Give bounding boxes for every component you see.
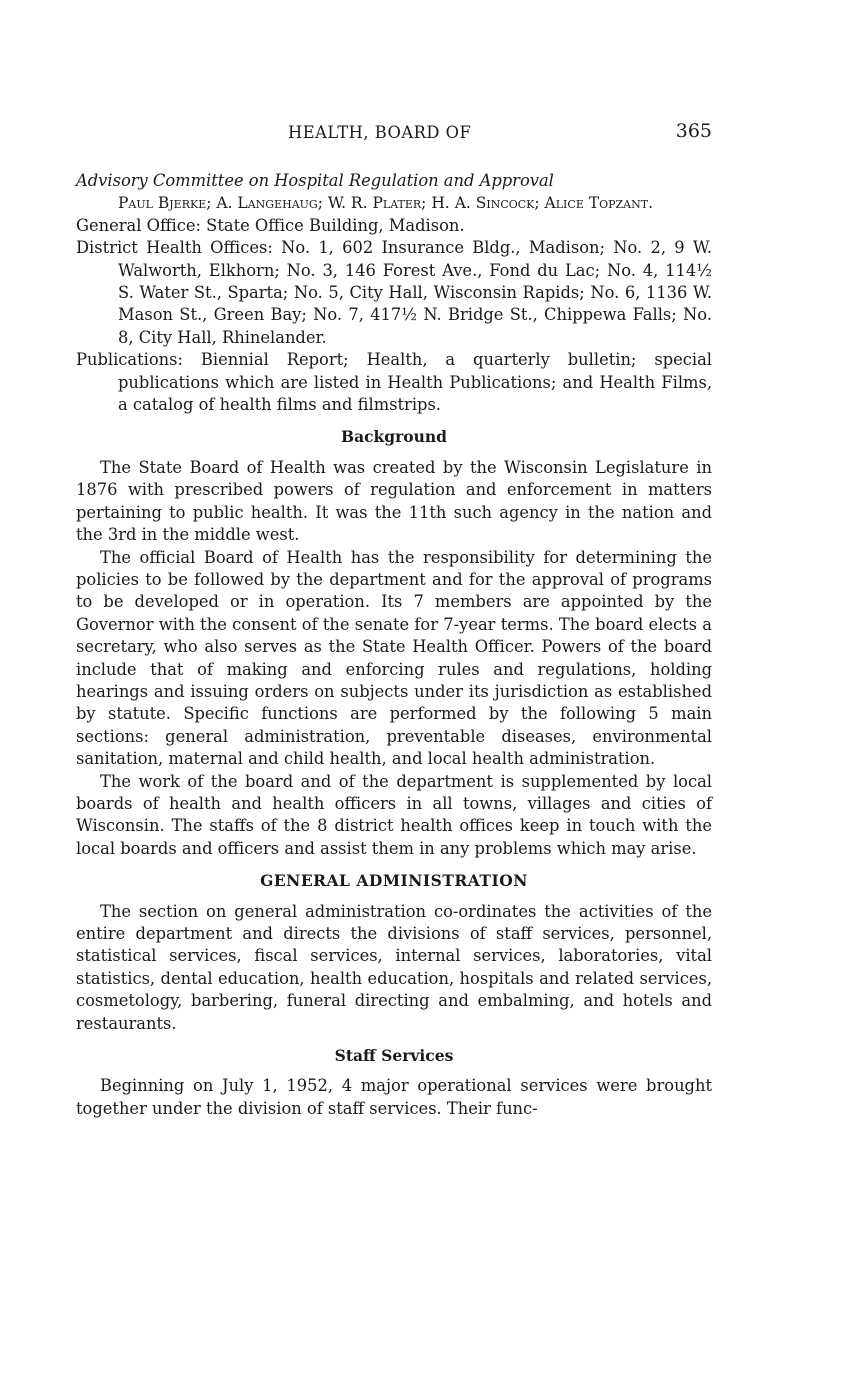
- background-heading: Background: [340, 427, 448, 447]
- general-administration-heading: GENERAL ADMINISTRATION: [260, 871, 528, 891]
- background-paragraph-3: The work of the board and of the department is supplemented by local boards of health and health officers in all towns, villages and cities of Wisconsin. The staffs of the 8 district health offices keep in touch with the local boards and officers and assist them in any problems which may arise.: [76, 771, 712, 858]
- running-title: HEALTH, BOARD OF: [288, 123, 472, 142]
- page-number: 365: [675, 120, 712, 142]
- background-paragraph-2: The official Board of Health has the responsibility for determining the policies to be followed by the department and for the approval of programs to be developed or in operation. Its 7 members are appointed by the Governor with the consent of the senate for 7-year terms. The board elects a secretary, who also serves as the State Health Officer. Powers of the board include that of making and enforcing rules and regulations, holding hearings and issuing orders on subjects under its jurisdiction as established by statute. Specific functions are performed by the following 5 main sections: general administration, preventable diseases, environmental sanitation, maternal and child health, and local health administration.: [76, 547, 712, 769]
- general-administration-paragraph: The section on general administration co-ordinates the activities of the entire department and directs the divisions of staff services, personnel, statistical services, fiscal services, internal services, laboratories, vital statistics, dental education, health education, hospitals and related services, cosmetology, barbering, funeral directing and embalming, and hotels and restaurants.: [76, 901, 712, 1033]
- advisory-committee-title: Advisory Committee on Hospital Regulation and Approval: [76, 171, 554, 190]
- advisory-committee-members: Paul Bjerke; A. Langehaug; W. R. Plater; H. A. Sincock; Alice Topzant.: [118, 194, 654, 213]
- publications: Publications: Biennial Report; Health, a quarterly bulletin; special publications which are listed in Health Publications; and Health Films, a catalog of health films and filmstrips.: [76, 350, 712, 415]
- background-paragraph-1: The State Board of Health was created by the Wisconsin Legislature in 1876 with prescribed powers of regulation and enforcement in matters pertaining to public health. It was the 11th such agency in the nation and the 3rd in the middle west.: [76, 457, 712, 545]
- document-page: [76, 120, 712, 1120]
- running-header: [76, 120, 712, 150]
- general-office: General Office: State Office Building, Madison.: [76, 215, 465, 235]
- district-health-offices: District Health Offices: No. 1, 602 Insurance Bldg., Madison; No. 2, 9 W. Walworth, Elkhorn; No. 3, 146 Forest Ave., Fond du Lac; No. 4, 114½ S. Water St., Sparta; No. 5, City Hall, Wisconsin Rapids; No. 6, 1136 W. Mason St., Green Bay; No. 7, 417½ N. Bridge St., Chippewa Falls; No. 8, City Hall, Rhinelander.: [76, 238, 712, 347]
- staff-services-heading: Staff Services: [334, 1046, 454, 1066]
- staff-services-paragraph: Beginning on July 1, 1952, 4 major operational services were brought together under the division of staff services. Their func-: [76, 1076, 712, 1118]
